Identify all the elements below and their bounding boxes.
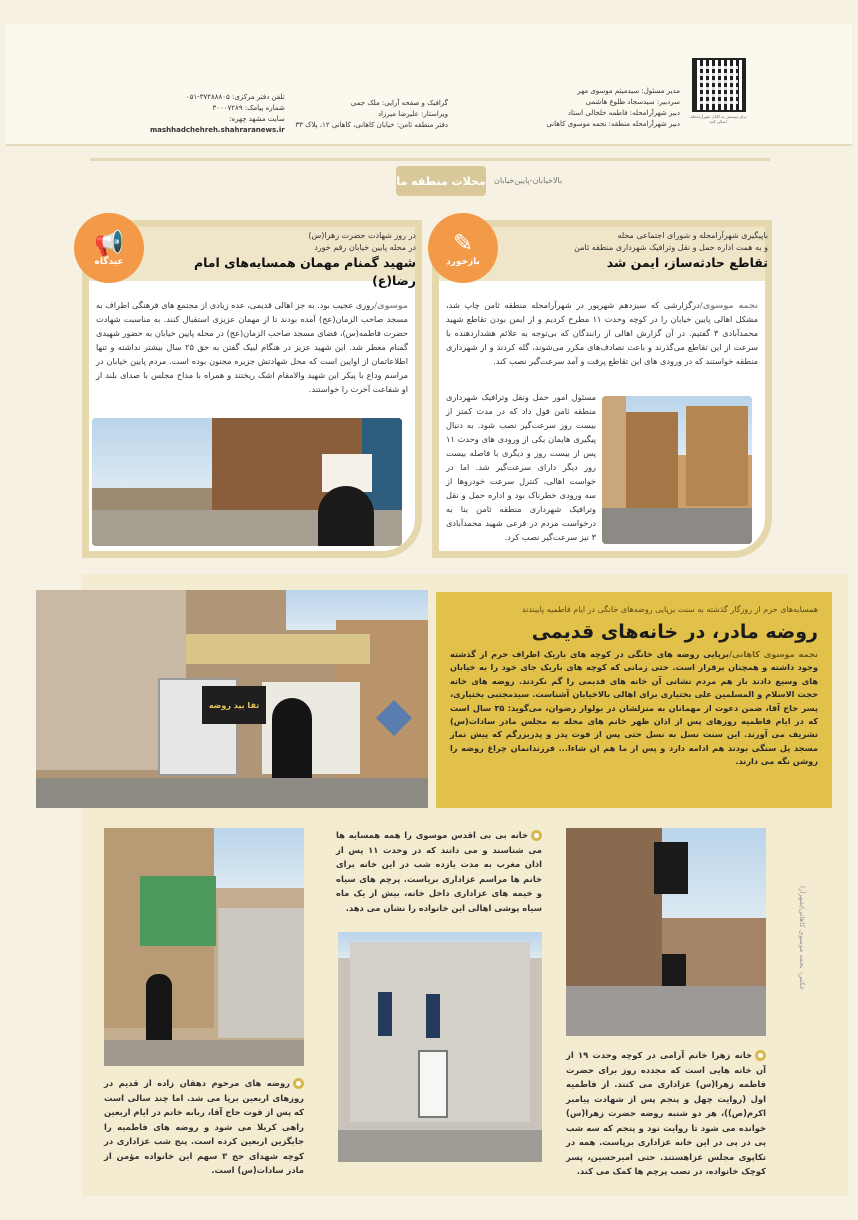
article-right-titles bbox=[518, 230, 768, 272]
article-right-kicker-1: باپیگیری شهرآرامحله و شورای اجتماعی محله bbox=[617, 231, 768, 240]
section-rule bbox=[90, 158, 770, 161]
article-right-headline: تقاطع حادثه‌ساز، ایمن شد bbox=[606, 255, 768, 270]
article-right-kicker-2: و به همت اداره حمل و نقل وترافیک شهرداری منطقه ثامن bbox=[574, 243, 768, 252]
article-left-titles bbox=[166, 230, 416, 290]
feature-headline: روضه مادر، در خانه‌های قدیمی bbox=[531, 621, 818, 643]
eidgah-badge: 📢 عیدگاه bbox=[74, 213, 144, 283]
intersection-photo bbox=[602, 396, 752, 544]
article-left-kicker-1: در روز شهادت حضرت زهرا(س) bbox=[308, 231, 416, 240]
mosque-crowd-photo bbox=[92, 418, 402, 546]
photo-credit: عکس: نجمه موسوی کاهانی/شهرآرا bbox=[798, 885, 806, 990]
article-left-kicker-2: در محله پایین خیابان رقم خورد bbox=[314, 243, 416, 252]
feature-article bbox=[436, 592, 832, 808]
bullet-icon bbox=[755, 1050, 766, 1061]
feedback-badge: ✎ بازخورد bbox=[428, 213, 498, 283]
feature-kicker: همسایه‌های حرم از روزگار گذشته به سنت برپایی روضه‌های خانگی در ایام فاطمیه پایبندند bbox=[521, 605, 818, 614]
mother-rawza-house-photo bbox=[36, 590, 428, 808]
credits-production: گرافیک و صفحه آرایی: ملک جمی ویراستار: علیرضا میرزاد دفتر منطقه ثامن: خیابان کاهانی، کاهانی ۱۲، پلاک ۳۳ bbox=[295, 99, 448, 129]
credits-editorial: مدیر مسئول: سیدمیثم موسوی مهر سردبیر: سیدسجاد طلوع هاشمی دبیر شهرآرامحله: فاطمه خلخالی استاد دبیر شهرآرامحله منطقه: نجمه موسوی کاهانی bbox=[546, 87, 680, 128]
bullet-icon bbox=[531, 830, 542, 841]
arami-house-photo bbox=[566, 828, 766, 1036]
breadcrumb: بالاخیابان-پایین‌خیابان bbox=[494, 176, 563, 185]
dehghanzadeh-house-photo bbox=[104, 828, 304, 1066]
feature-body: نجمه موسوی کاهانی/برپایی روضه های خانگی در کوچه های باریک اطراف حرم از گذشته وجود داشته و همچنان برقرار است. حتی زمانی که کوچه های باریک جای خود را به خیابان های وسیع دادند باز هم مردم نشانی آن خانه های قدیمی را گم نکردند. روضه های خانه حجت الاسلام و المسلمین علی بختیاری برای اهالی بالاخیابان آشناست. سیدمجتبی بختیاری، پسر حاج آقا، ضمن دعوت از مهمانان به منزلشان در بولوار رضوان، می‌گوید: ۳۵ سال است که در ایام فاطمیه روزهای پس از اذان ظهر خانم های محله به مجلس مادر سادات(س) تشریف می آورند. این سنت نسل به نسل حتی پس از فوت پدر و پدربزرگم که پیش نماز مسجد پل سنگی بودند هم ادامه دارد و پس از ما هم ان شاء‌ا... فرزندانمان چراغ روضه را روشن نگه می دارند. bbox=[450, 649, 818, 767]
bullet-icon bbox=[293, 1078, 304, 1089]
chat-icon: ✎ bbox=[452, 229, 474, 257]
qr-code[interactable] bbox=[692, 58, 746, 112]
article-left-body: موسوی/روزی عجیب بود. به جز اهالی قدیمی، عده زیادی از مجتمع های فرهنگی اطراف به مسجد صاحب الزمان(عج) آمده بودند تا از مهمان عزیزی استقبال کنند. به مناسبت شهادت حضرت فاطمه(س)، فضای مسجد صاحب الزمان(عج) در محله پایین خیابان به حضور شهیدی گمنام معطر شد. این شهید عزیز در هنگام لبیک گفتن به حق ۲۵ سال بیشتر نداشته و تنها اطلاعاتمان از اوایین است که محل شهادتش جزیره مجنون بوده است. مردم پایین خیابان در مراسم وداع با پیکر این شهید والامقام اشک ریختند و همراه با مداح مجلس با صدای بلند از او شفاعت آخرت را خواستند. bbox=[96, 300, 408, 394]
black-banner: تقا بید روضه bbox=[202, 686, 266, 724]
article-right-lead: نجمه موسوی/درگزارشی که سیزدهم شهریور در شهرآرامحله منطقه ثامن چاپ شد، مشکل اهالی پایین خیابان را در کوچه وحدت ۱۱ مطرح کردیم و از ایمن بودن تقاطع شهید محمدآبادی ۳ گفتیم. در آن گزارش اهالی از رانندگان که بی‌توجه به علائم هشداردهنده با سرعت از این تقاطع می‌گذرند و باعث تصادف‌های مکرر می‌شوند، گله کردند و از شهرداری منطقه خواستند که در ورودی های این تقاطع پرفت و آمد سرعت‌گیر نصب کند. bbox=[446, 300, 759, 366]
mousavi-house-photo bbox=[338, 932, 542, 1162]
caption-left: روضه های مرحوم دهقان زاده از قدیم در روزهای اربعین برپا می شد. اما چند سالی است که پس از فوت حاج آقا، ربابه خانم در ایام اربعین راهی کربلا می شود و روضه های فاطمیه را جایگزین اربعین کرده است. پنج شب عزاداری در کوچه شهدای حج ۳ سهم این خانواده مؤمن از مادر سادات(س) است. bbox=[104, 1078, 304, 1175]
section-tab[interactable]: محلات منطقه ما bbox=[396, 166, 486, 196]
caption-right: خانه زهرا خانم آرامی در کوچه وحدت ۱۹ از آن خانه هایی است که مجدده روز برای حضرت فاطمه زهرا(س) عزاداری می کنند. از فاطمیه اول (روایت چهل و پنجم پس از شهادت پیامبر اکرم(ص))، هر دو شنبه روضه حضرت زهرا(س) خوانده می شود تا روایت نود و پنجم که سه شب پی در پی در این خانه عزاداری برپاست. همه در تکاپوی مجلس عزاهستند. حتی امیرحسین، پسر کوچک خانواده، در نصب پرچم ها کمک می کند. bbox=[566, 1050, 766, 1176]
qr-caption: برای پیوستن به کانال شهرآرامحله، اسکن کنید bbox=[689, 114, 747, 124]
caption-middle: خانه بی بی اقدس موسوی را همه همسایه ها می شناسند و می دانند که در وحدت ۱۱ پس از اذان مغرب به مدت یازده شب در این خانه برای خانم ها مراسم عزاداری برپاست. پرچم های سیاه و خیمه های عزاداری داخل خانه، بیش از یک ماه سیاه پوشی اهالی این خانواده را نشان می دهد. bbox=[336, 830, 542, 913]
article-right-body: مسئول امور حمل ونقل وترافیک شهرداری منطقه ثامن قول داد که در مدت کمتر از بیست روز سرعت‌گیر نصب شود. به دنبال پیگیری هایمان یکی از ورودی های وحدت ۱۱ پس از بیست روز و دیگری با فاصله بیست روز دیگر دارای سرعت‌گیر شد. اما در خواست اهالی، کنترل سرعت خودروها از سه ورودی خطرناک بود و اداره حمل و نقل وترافیک شهرداری منطقه ثامن بنا به درخواست مردم در فرعی شهید محمدآبادی ۳ نیز سرعت‌گیر نصب کرد. bbox=[446, 392, 596, 542]
credits-contact: تلفن دفتر مرکزی: ۳۷۲۸۸۸۰۵-۰۵۱ شماره پیامک: ۳۰۰۰۷۲۸۹ سایت مشهد چهره: mashhadchehreh.shahraranews.ir bbox=[150, 93, 285, 134]
article-left-headline: شهید گمنام مهمان همسایه‌های امام رضا(ع) bbox=[193, 255, 416, 288]
megaphone-icon: 📢 bbox=[94, 229, 124, 257]
